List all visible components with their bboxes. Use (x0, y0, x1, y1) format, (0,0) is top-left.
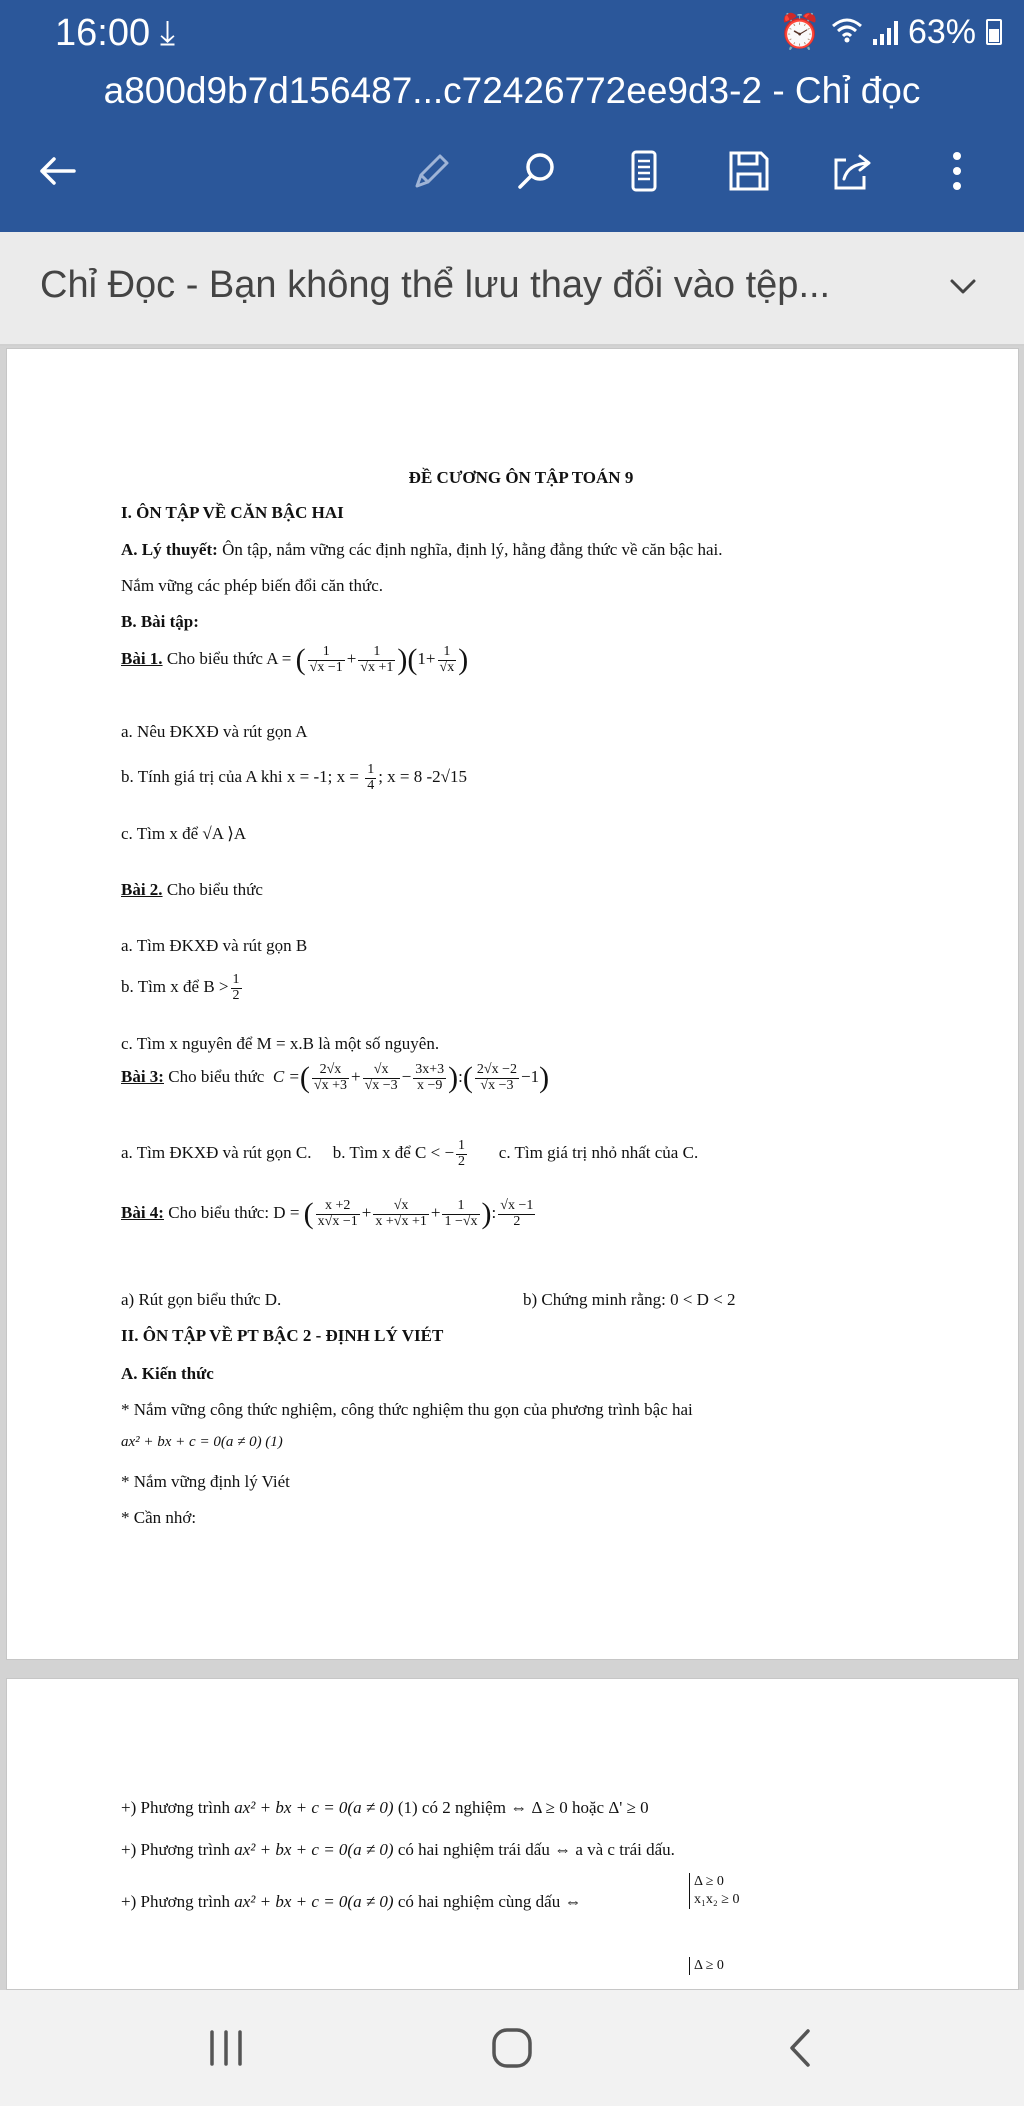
edit-button[interactable] (405, 144, 459, 198)
toolbar (0, 136, 1024, 206)
exercise-2b: b. Tìm x để B > $\frac{1}{2}$ (121, 972, 240, 1003)
navigation-bar (0, 1990, 1024, 2106)
status-time: 16:00 (55, 12, 151, 54)
more-icon (934, 148, 980, 194)
app-bar (0, 0, 1024, 232)
download-icon: ⤓ (160, 14, 176, 52)
knowledge-point-3: * Cần nhớ: (121, 1508, 197, 1527)
read-only-infobar[interactable] (0, 232, 1024, 346)
back-icon (34, 148, 80, 194)
exercise-1-expression: Bài 1. Cho biểu thức A = ( $\frac{1}{√x -1}$ + $\frac{1}{√x +1}$ )(1+ $\frac{1}{√x}$ ) (121, 643, 469, 677)
battery-icon (986, 19, 1002, 45)
nav-back-icon (780, 2025, 820, 2071)
rule-line-4-condition: Δ ≥ 0 (689, 1957, 724, 1975)
read-only-message: Chỉ Đọc - Bạn không thể lưu thay đổi vào tệp... (40, 264, 831, 306)
pen-icon (409, 148, 455, 194)
share-icon (830, 148, 876, 194)
quadratic-equation: ax² + bx + c = 0(a ≠ 0) (1) (121, 1434, 283, 1450)
exercise-2a: a. Tìm ĐKXĐ và rút gọn B (121, 936, 308, 955)
save-icon (726, 148, 772, 194)
alarm-icon: ⏰ (778, 13, 821, 51)
exercises-heading: B. Bài tập: (121, 612, 199, 631)
signal-icon (873, 19, 898, 45)
exercise-4-expression: Bài 4: Cho biểu thức: D = ( $\frac{x +2}{x√x -1}$ + $\frac{√x}{x +√x +1}$ + $\frac{1}{1 -√x}$ ): $\frac{√x -1}{2}$ (121, 1197, 534, 1231)
exercise-4b: b) Chứng minh rằng: 0 < D < 2 (523, 1290, 736, 1309)
recent-apps-icon (204, 2028, 248, 2068)
exercise-1c: c. Tìm x để √A ⟩A (121, 824, 247, 843)
exercise-3-parts: a. Tìm ĐKXĐ và rút gọn C. b. Tìm x để C < − $\frac{1}{2}$ c. Tìm giá trị nhỏ nhất của C. (121, 1138, 699, 1169)
theory-line: A. Lý thuyết: Ôn tập, nắm vững các định nghĩa, định lý, hằng đẳng thức về căn bậc hai. (121, 540, 723, 559)
rule-line-1: +) Phương trình ax² + bx + c = 0(a ≠ 0) (1) có 2 nghiệm ⇔ Δ ≥ 0 hoặc Δ' ≥ 0 (121, 1798, 649, 1817)
section-2-heading: II. ÔN TẬP VỀ PT BẬC 2 - ĐỊNH LÝ VIÉT (121, 1326, 444, 1345)
status-bar (0, 0, 1024, 66)
rule-line-3-conditions: Δ ≥ 0 x₁x₂ ≥ 0 (689, 1873, 739, 1909)
rule-line-2: +) Phương trình ax² + bx + c = 0(a ≠ 0) có hai nghiệm trái dấu ⇔ a và c trái dấu. (121, 1840, 675, 1859)
rule-line-3: +) Phương trình ax² + bx + c = 0(a ≠ 0) có hai nghiệm cùng dấu ⇔ (121, 1892, 582, 1911)
more-options-button[interactable] (930, 144, 984, 198)
document-page-2 (6, 1678, 1019, 1990)
knowledge-point-2: * Nắm vững định lý Viét (121, 1472, 290, 1491)
status-icons (779, 10, 1002, 54)
reading-view-icon (621, 148, 667, 194)
battery-percent: 63% (907, 12, 976, 51)
knowledge-heading: A. Kiến thức (121, 1364, 214, 1383)
exercise-1a: a. Nêu ĐKXĐ và rút gọn A (121, 722, 308, 741)
wifi-icon (831, 13, 863, 52)
exercise-1b: b. Tính giá trị của A khi x = -1; x = $\frac{1}{4}$ ; x = 8 -2√15 (121, 762, 468, 793)
document-page-1 (6, 348, 1019, 1660)
exercise-2c: c. Tìm x nguyên để M = x.B là một số nguyên. (121, 1034, 440, 1053)
exercise-3-expression: Bài 3: Cho biểu thức C =( $\frac{2√x}{√x +3}$ + $\frac{√x}{√x -3}$ − $\frac{3x+3}{x -9}$ ):( $\frac{2√x -2}{√x -3}$ −1) (121, 1061, 550, 1095)
home-button[interactable] (482, 2018, 542, 2078)
knowledge-point-1: * Nắm vững công thức nghiệm, công thức nghiệm thu gọn của phương trình bậc hai (121, 1400, 693, 1419)
search-icon (514, 148, 560, 194)
exercise-2-title: Bài 2. Cho biểu thức (121, 880, 263, 899)
home-icon (489, 2025, 535, 2071)
nav-back-button[interactable] (770, 2018, 830, 2078)
share-button[interactable] (826, 144, 880, 198)
back-button[interactable] (30, 144, 84, 198)
exercise-4a: a) Rút gọn biểu thức D. (121, 1290, 282, 1309)
document-title: a800d9b7d156487...c72426772ee9d3-2 - Chỉ đọc (103, 70, 921, 111)
save-button[interactable] (722, 144, 776, 198)
search-button[interactable] (510, 144, 564, 198)
doc-heading: ĐỀ CƯƠNG ÔN TẬP TOÁN 9 (408, 468, 634, 487)
recent-apps-button[interactable] (196, 2018, 256, 2078)
section-1-heading: I. ÔN TẬP VỀ CĂN BẬC HAI (121, 503, 344, 522)
theory-line-2: Nắm vững các phép biến đổi căn thức. (121, 576, 384, 595)
chevron-down-icon[interactable] (944, 268, 982, 306)
reading-view-button[interactable] (617, 144, 671, 198)
